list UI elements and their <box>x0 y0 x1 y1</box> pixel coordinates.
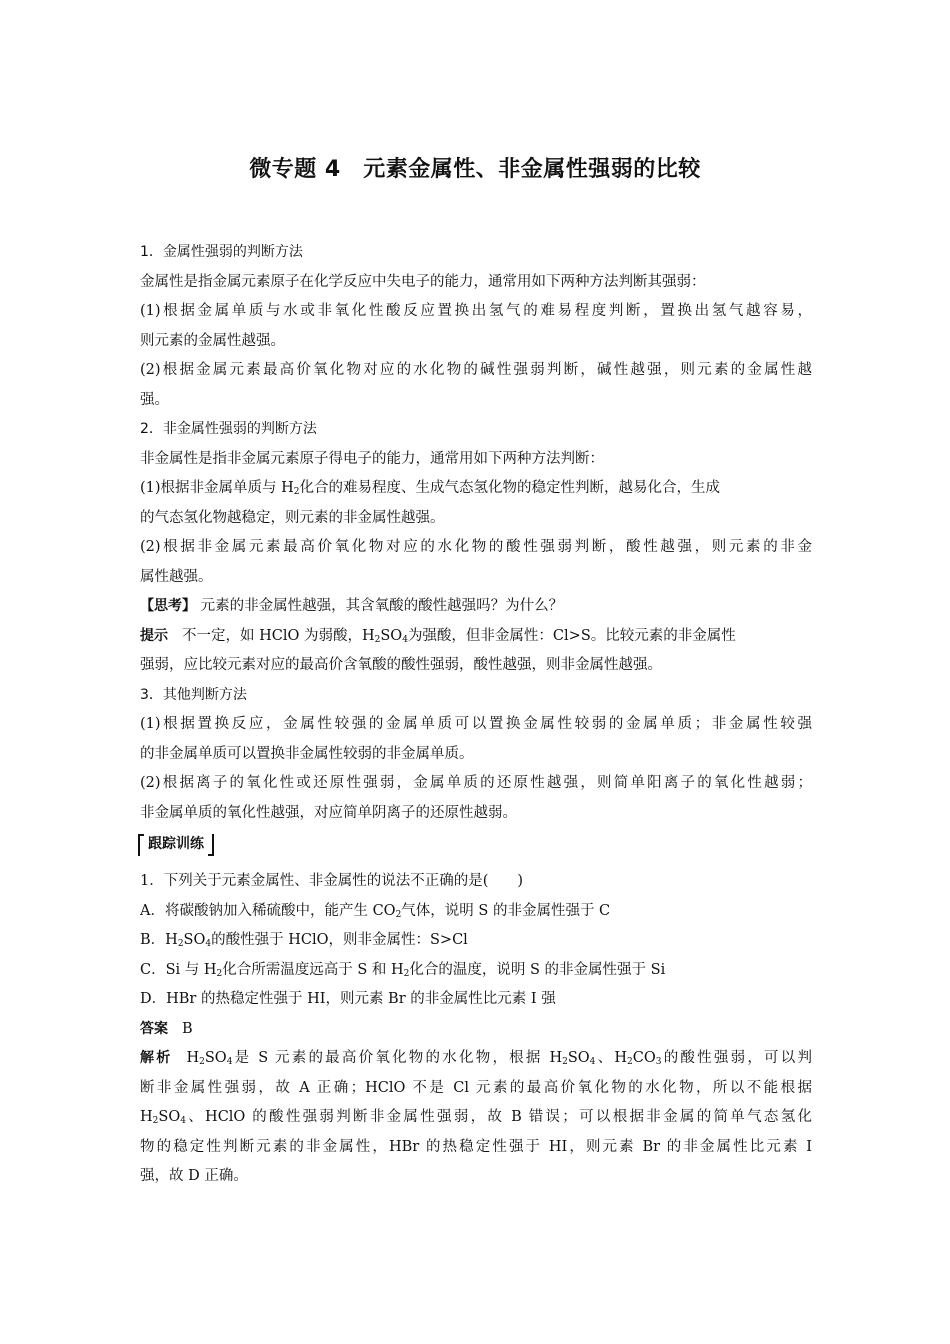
paragraph: 属性越强。 <box>140 568 213 585</box>
think-hint-cont: 强弱，应比较元素对应的最高价含氧酸的酸性强弱，酸性越强，则非金属性越强。 <box>140 657 662 673</box>
analysis: 强，故 D 正确。 <box>140 1168 248 1185</box>
question: 1．下列关于元素金属性、非金属性的说法不正确的是( ) <box>140 873 524 890</box>
paragraph: (2)根据非金属元素最高价氧化物对应的水化物的酸性强弱判断，酸性越强，则元素的非金 <box>140 539 812 555</box>
paragraph: 的非金属单质可以置换非金属性较弱的非金属单质。 <box>140 745 474 762</box>
option-c: C．Si 与 $H_2$化合所需温度远高于 S 和 $H_2$化合的温度，说明 S 的非金属性强于 Si <box>140 961 666 979</box>
paragraph: 则元素的金属性越强。 <box>140 332 285 349</box>
paragraph: 非金属性是指非金属元素原子得电子的能力，通常用如下两种方法判断： <box>140 450 604 467</box>
analysis: $H_2SO_4$、HClO 的酸性强弱判断非金属性强弱，故 B 错误；可以根据非金属的简单气态氢化 <box>140 1109 812 1127</box>
think-label: 【思考】 <box>140 598 196 614</box>
analysis-label: 解析 <box>140 1050 173 1067</box>
paragraph: (1)根据金属单质与水或非氧化性酸反应置换出氢气的难易程度判断，置换出氢气越容易， <box>140 303 812 319</box>
paragraph: (1)根据置换反应，金属性较强的金属单质可以置换金属性较弱的金属单质；非金属性较强 <box>140 716 812 732</box>
answer: 答案 B <box>140 1020 193 1037</box>
paragraph: (2)根据离子的氧化性或还原性强弱，金属单质的还原性越强，则简单阳离子的氧化性越弱； <box>140 775 812 791</box>
training-tag: 跟踪训练 <box>138 830 214 860</box>
paragraph: 的气态氢化物越稳定，则元素的非金属性越强。 <box>140 509 445 526</box>
option-a: A．将碳酸钠加入稀硫酸中，能产生 $CO_2$气体，说明 S 的非金属性强于 C <box>140 902 611 920</box>
analysis: 解析 $H_2SO_4$是 S 元素的最高价氧化物的水化物，根据 $H_2SO_4$、$H_2CO_3$的酸性强弱，可以判 <box>140 1050 812 1068</box>
think-question: 【思考】 元素的非金属性越强，其含氧酸的酸性越强吗？为什么？ <box>140 598 564 614</box>
analysis: 断非金属性强弱，故 A 正确；HClO 不是 Cl 元素的最高价氧化物的水化物，所以不能根据 <box>140 1079 812 1096</box>
think-hint: 提示 不一定，如 HClO 为弱酸，$H_2SO_4$为强酸，但非金属性：Cl>S。比较元素的非金属性 <box>140 627 736 645</box>
section-2-heading: 2．非金属性强弱的判断方法 <box>140 421 317 437</box>
page-title: 微专题 4 元素金属性、非金属性强弱的比较 <box>249 157 701 182</box>
section-3-heading: 3．其他判断方法 <box>140 686 247 703</box>
paragraph: 非金属单质的氧化性越强，对应简单阴离子的还原性越弱。 <box>140 804 517 821</box>
option-d: D．HBr 的热稳定性强于 HI，则元素 Br 的非金属性比元素 I 强 <box>140 991 556 1008</box>
analysis: 物的稳定性判断元素的非金属性，HBr 的热稳定性强于 HI，则元素 Br 的非金属性比元素 I <box>140 1138 812 1155</box>
hint-label: 提示 <box>140 627 168 644</box>
answer-label: 答案 <box>140 1020 168 1037</box>
paragraph: 强。 <box>140 391 169 408</box>
paragraph: 金属性是指金属元素原子在化学反应中失电子的能力，通常用如下两种方法判断其强弱： <box>140 273 706 290</box>
bracket-right-icon <box>208 834 214 856</box>
paragraph: (1)根据非金属单质与 $H_2$化合的难易程度、生成气态氢化物的稳定性判断，越易化合，生成 <box>140 480 721 497</box>
section-1-heading: 1．金属性强弱的判断方法 <box>140 244 303 260</box>
paragraph: (2)根据金属元素最高价氧化物对应的水化物的碱性强弱判断，碱性越强，则元素的金属性越 <box>140 362 812 378</box>
option-b: B．$H_2SO_4$的酸性强于 HClO，则非金属性：S>Cl <box>140 932 468 950</box>
document-body <box>140 238 812 1192</box>
